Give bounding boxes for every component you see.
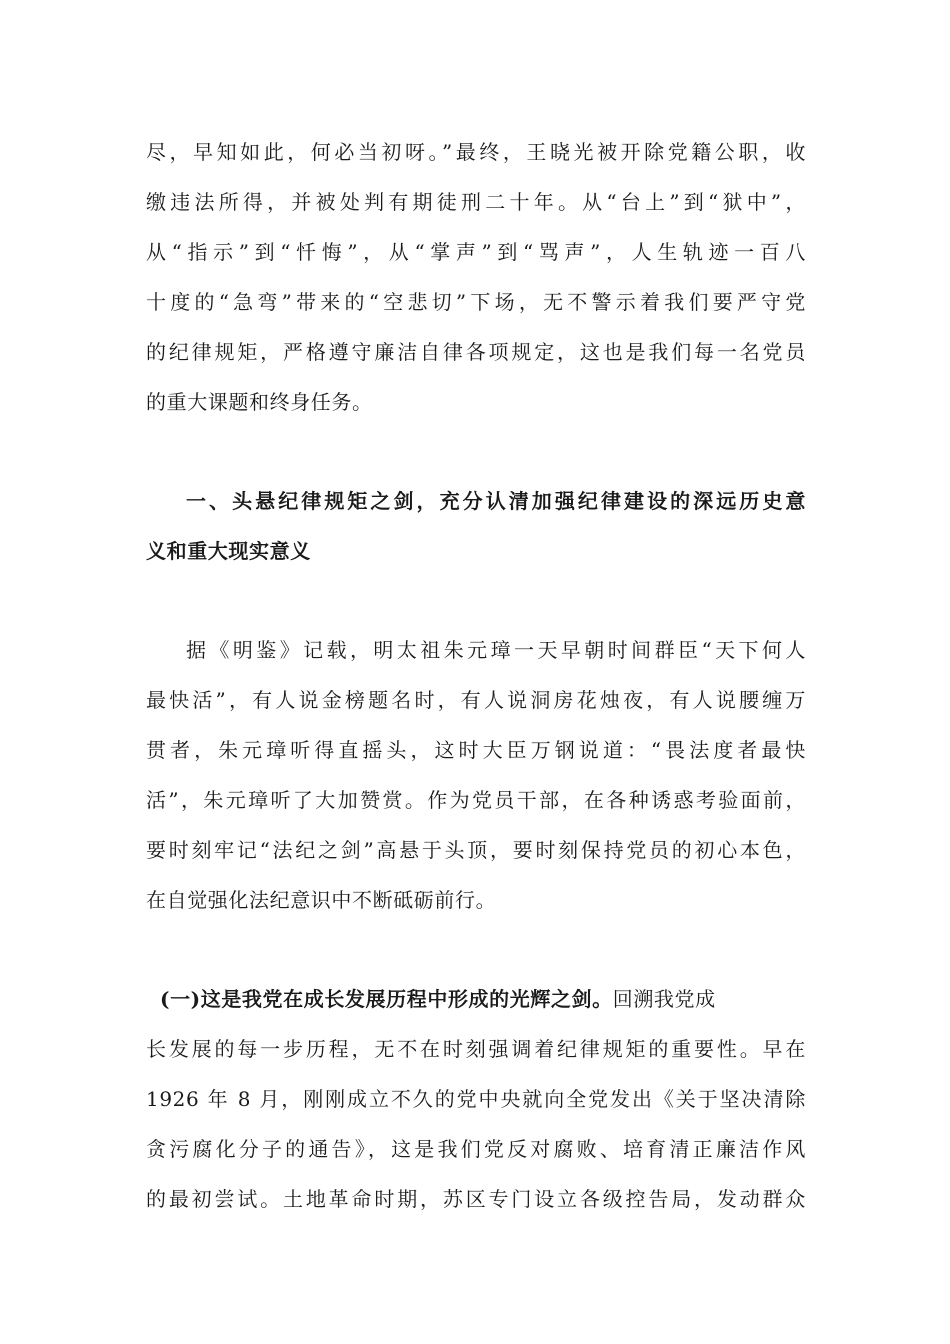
paragraph-3-lead-rest: 回溯我党成	[612, 987, 716, 1011]
paragraph-3-line-3: 1926 年 8 月，刚刚成立不久的党中央就向全党发出《关于坚决清除	[146, 1087, 806, 1111]
paragraph-3-lead-bold: (一)这是我党在成长发展历程中形成的光辉之剑。	[160, 987, 613, 1011]
section-heading-line-1: 一、头悬纪律规矩之剑，充分认清加强纪律建设的深远历史意	[186, 489, 806, 513]
paragraph-2-line-4: 活”，朱元璋听了大加赞赏。作为党员干部，在各种诱惑考验面前，	[146, 788, 806, 812]
paragraph-3-line-4: 贪污腐化分子的通告》，这是我们党反对腐败、培育清正廉洁作风	[146, 1137, 806, 1161]
paragraph-3-line-2: 长发展的每一步历程，无不在时刻强调着纪律规矩的重要性。早在	[146, 1037, 806, 1061]
paragraph-3-line-1	[160, 984, 806, 1014]
paragraph-1-line-4: 十度的“急弯”带来的“空悲切”下场，无不警示着我们要严守党	[146, 290, 806, 314]
paragraph-2-line-2: 最快活”，有人说金榜题名时，有人说洞房花烛夜，有人说腰缠万	[146, 688, 806, 712]
paragraph-1-line-3: 从“指示”到“忏悔”，从“掌声”到“骂声”，人生轨迹一百八	[146, 240, 806, 264]
paragraph-2-line-5: 要时刻牢记“法纪之剑”高悬于头顶，要时刻保持党员的初心本色，	[146, 838, 806, 862]
section-heading-line-2: 义和重大现实意义	[146, 539, 311, 563]
paragraph-1-line-5: 的纪律规矩，严格遵守廉洁自律各项规定，这也是我们每一名党员	[146, 340, 806, 364]
paragraph-2-line-3: 贯者，朱元璋听得直摇头，这时大臣万钢说道：“畏法度者最快	[146, 738, 806, 762]
paragraph-1-line-1: 尽，早知如此，何必当初呀。”最终，王晓光被开除党籍公职，收	[146, 140, 806, 164]
paragraph-1-line-6: 的重大课题和终身任务。	[146, 390, 373, 414]
paragraph-2-line-6: 在自觉强化法纪意识中不断砥砺前行。	[146, 888, 497, 912]
paragraph-2-line-1: 据《明鉴》记载，明太祖朱元璋一天早朝时间群臣“天下何人	[186, 638, 806, 662]
paragraph-3-line-5: 的最初尝试。土地革命时期，苏区专门设立各级控告局，发动群众	[146, 1187, 806, 1211]
paragraph-1-line-2: 缴违法所得，并被处判有期徒刑二十年。从“台上”到“狱中”，	[146, 190, 806, 214]
